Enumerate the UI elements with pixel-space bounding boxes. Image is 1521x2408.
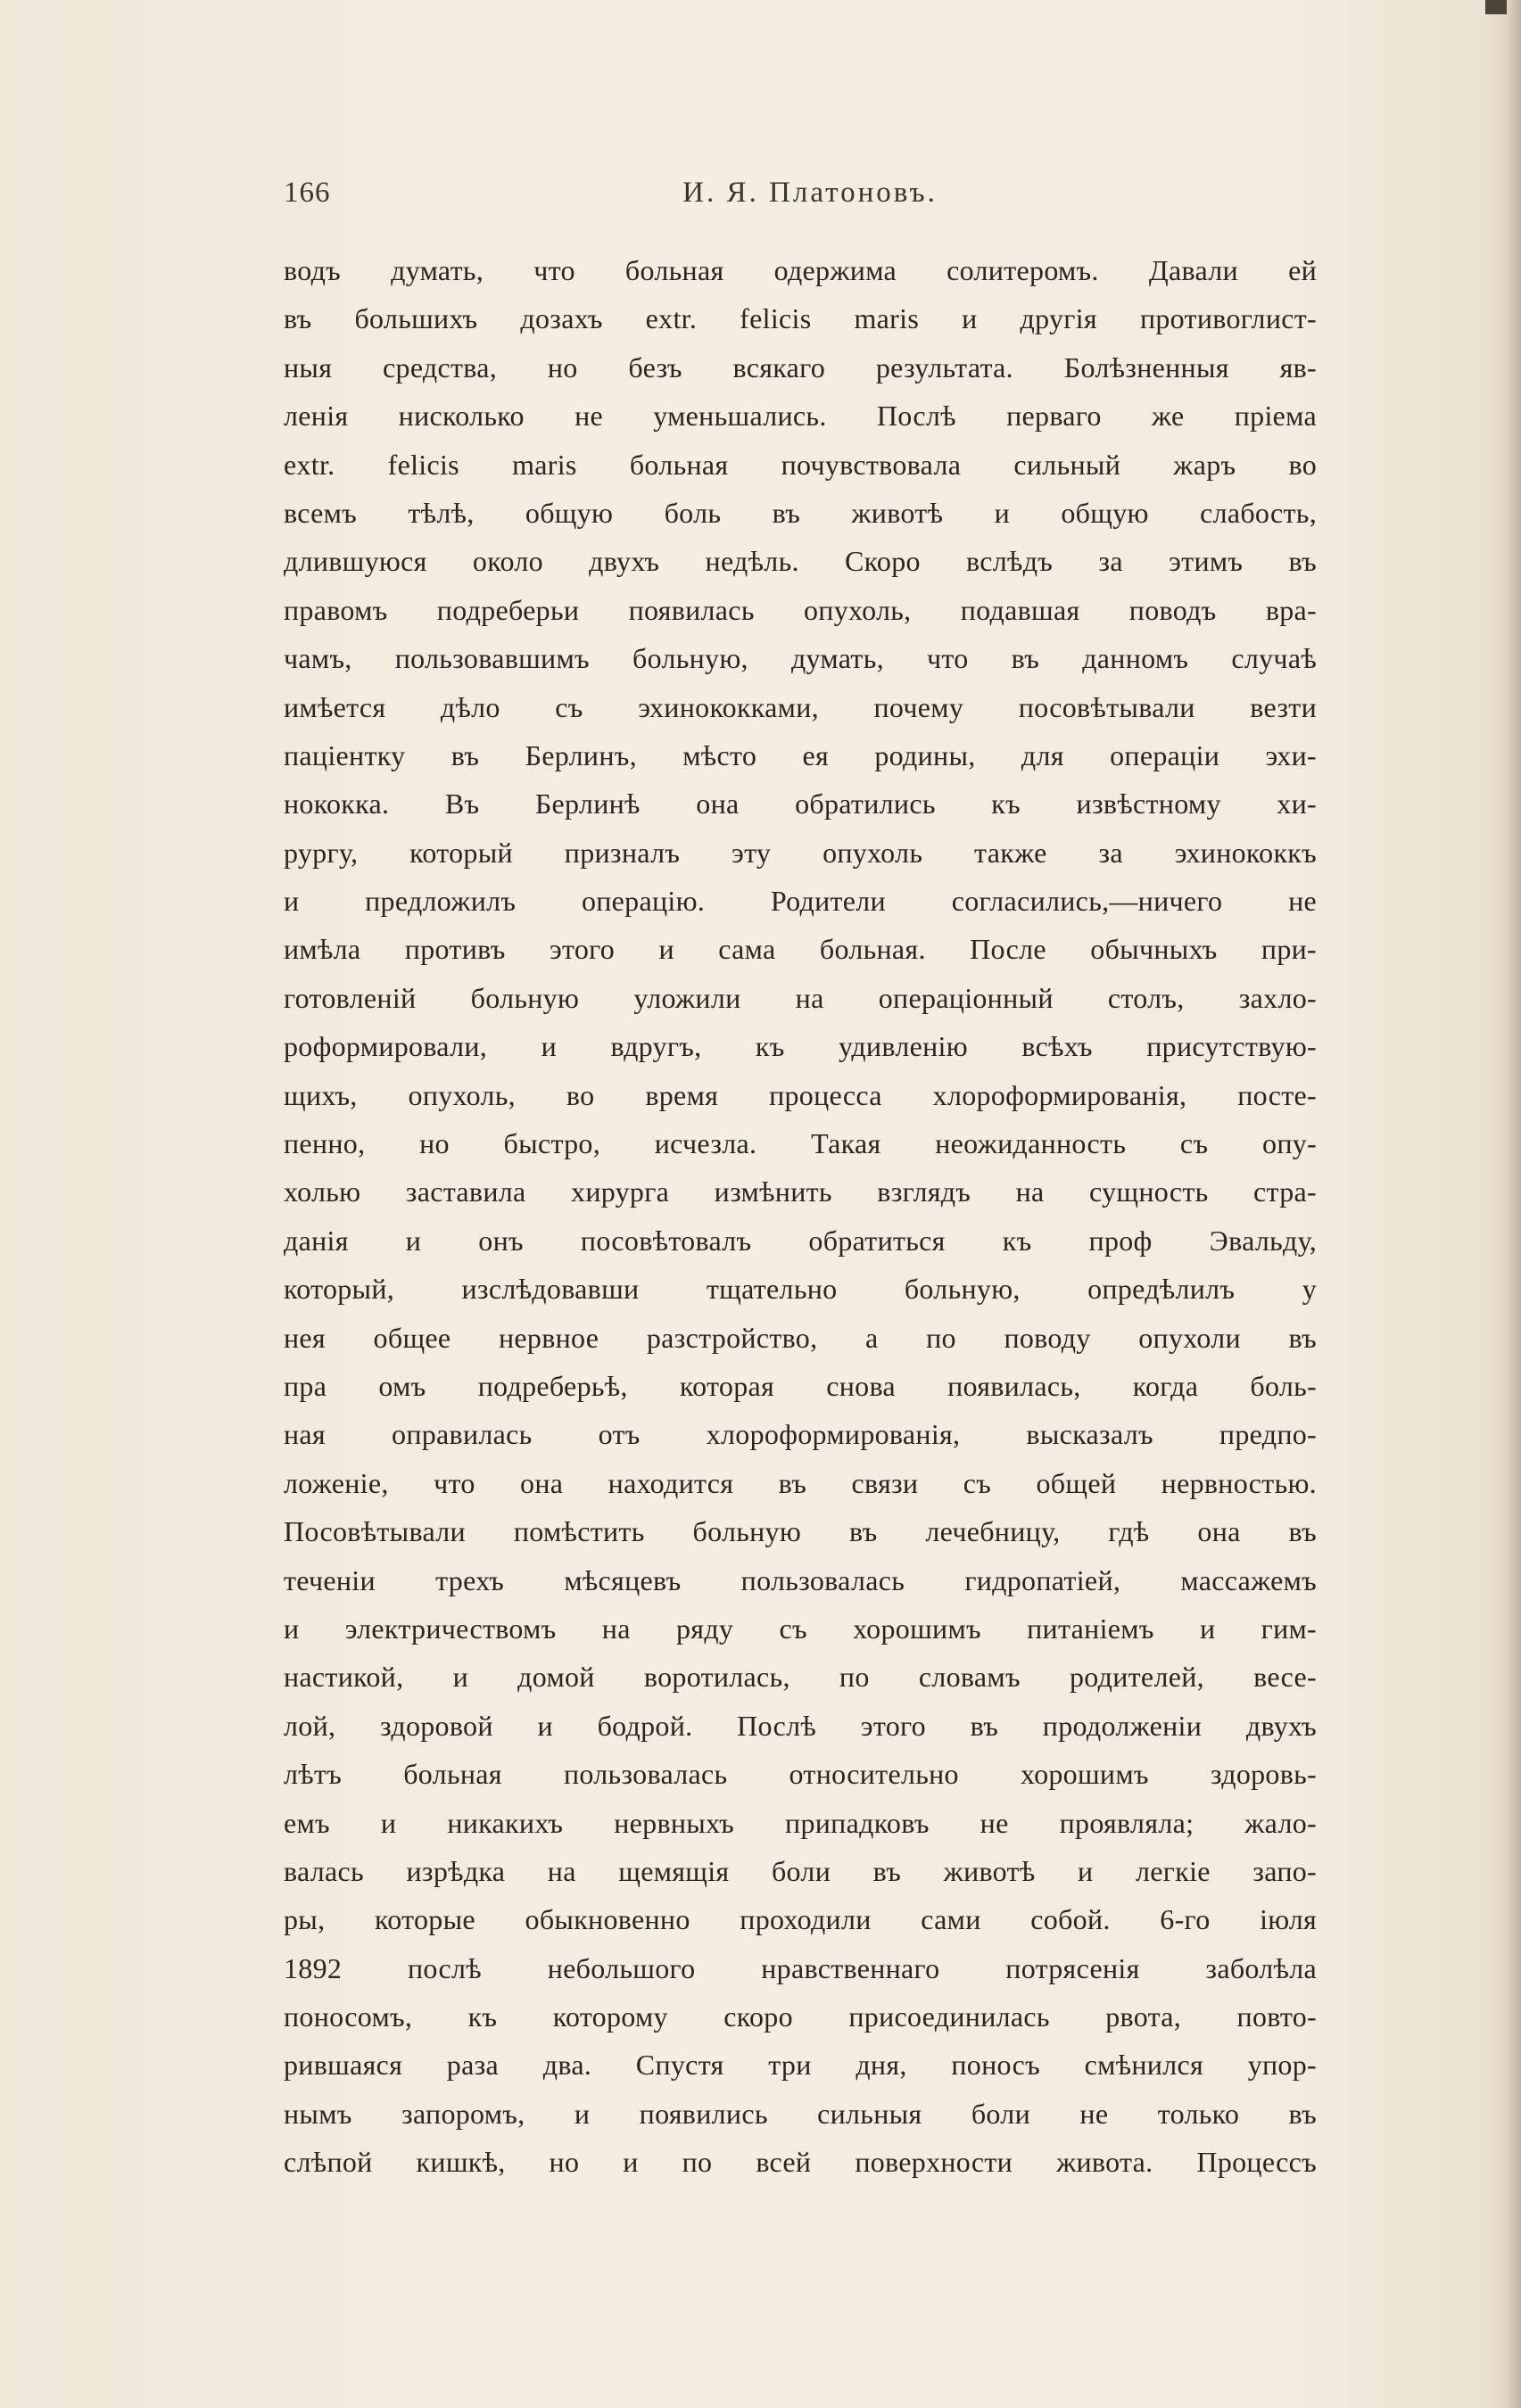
- text-line: нымъ запоромъ, и появились сильныя боли не только въ: [284, 2097, 1317, 2130]
- text-line: рившаяся раза два. Спустя три дня, поносъ смѣнился упор-: [284, 2049, 1317, 2082]
- text-line: нококка. Въ Берлинѣ она обратились къ извѣстному хи-: [284, 788, 1317, 821]
- text-line: теченіи трехъ мѣсяцевъ пользовалась гидропатіей, массажемъ: [284, 1563, 1317, 1596]
- text-line: и электричествомъ на ряду съ хорошимъ питаніемъ и гим-: [284, 1612, 1317, 1645]
- text-line: 1892 послѣ небольшого нравственнаго потрясенія заболѣла: [284, 1951, 1317, 1984]
- page-header: [284, 177, 1336, 216]
- text-line: пра омъ подреберьѣ, которая снова появилась, когда боль-: [284, 1369, 1317, 1402]
- text-line: имѣла противъ этого и сама больная. После обычныхъ при-: [284, 933, 1317, 966]
- text-line: имѣется дѣло съ эхинококками, почему посовѣтывали везти: [284, 690, 1317, 723]
- running-head: И. Я. Платоновъ.: [682, 177, 938, 209]
- text-line: поносомъ, къ которому скоро присоединилась рвота, повто-: [284, 2000, 1317, 2033]
- text-line: лой, здоровой и бодрой. Послѣ этого въ продолженіи двухъ: [284, 1709, 1317, 1742]
- text-line: холью заставила хирурга измѣнить взглядъ на сущность стра-: [284, 1175, 1317, 1208]
- text-line: водъ думать, что больная одержима солитеромъ. Давали ей: [284, 254, 1317, 286]
- text-line: емъ и никакихъ нервныхъ припадковъ не проявляла; жало-: [284, 1806, 1317, 1839]
- text-line: ленія нисколько не уменьшались. Послѣ перваго же пріема: [284, 400, 1317, 433]
- text-line: extr. felicis maris больная почувствовала сильный жаръ во: [284, 448, 1317, 481]
- text-line: пенно, но быстро, исчезла. Такая неожиданность съ опу-: [284, 1127, 1317, 1160]
- text-line: чамъ, пользовавшимъ больную, думать, что въ данномъ случаѣ: [284, 642, 1317, 675]
- text-line: въ большихъ дозахъ extr. felicis maris и другія противоглист-: [284, 302, 1317, 335]
- text-line: роформировали, и вдругъ, къ удивленію всѣхъ присутствую-: [284, 1030, 1317, 1063]
- text-line: длившуюся около двухъ недѣль. Скоро вслѣдъ за этимъ въ: [284, 545, 1317, 578]
- text-line: слѣпой кишкѣ, но и по всей поверхности живота. Процессъ: [284, 2146, 1317, 2179]
- text-line: ры, которые обыкновенно проходили сами собой. 6-го іюля: [284, 1903, 1317, 1936]
- text-line: готовленій больную уложили на операціонный столъ, захло-: [284, 981, 1317, 1014]
- text-line: рургу, который призналъ эту опухоль также за эхинококкъ: [284, 836, 1317, 869]
- text-line: валась изрѣдка на щемящія боли въ животѣ и легкіе запо-: [284, 1854, 1317, 1887]
- text-line: Посовѣтывали помѣстить больную въ лечебницу, гдѣ она въ: [284, 1515, 1317, 1548]
- text-line: ныя средства, но безъ всякаго результата. Болѣзненныя яв-: [284, 350, 1317, 383]
- body-text: [284, 246, 1317, 2187]
- text-line: ная оправилась отъ хлороформированія, высказалъ предпо-: [284, 1418, 1317, 1451]
- text-line: который, изслѣдовавши тщательно больную, опредѣлилъ у: [284, 1273, 1317, 1306]
- text-line: ложеніе, что она находится въ связи съ общей нервностью.: [284, 1466, 1317, 1499]
- text-line: всемъ тѣлѣ, общую боль въ животѣ и общую слабость,: [284, 496, 1317, 529]
- text-line: правомъ подреберьи появилась опухоль, подавшая поводъ вра-: [284, 593, 1317, 626]
- text-line: и предложилъ операцію. Родители согласились,—ничего не: [284, 885, 1317, 918]
- text-line: щихъ, опухоль, во время процесса хлороформированія, посте-: [284, 1078, 1317, 1111]
- text-line: данія и онъ посовѣтовалъ обратиться къ проф Эвальду,: [284, 1224, 1317, 1257]
- page-number: 166: [284, 177, 331, 209]
- text-line: паціентку въ Берлинъ, мѣсто ея родины, для операціи эхи-: [284, 738, 1317, 771]
- text-line: лѣтъ больная пользовалась относительно хорошимъ здоровь-: [284, 1758, 1317, 1791]
- text-line: настикой, и домой воротилась, по словамъ родителей, весе-: [284, 1661, 1317, 1694]
- text-line: нея общее нервное разстройство, а по поводу опухоли въ: [284, 1321, 1317, 1354]
- scan-edge-mark: [1485, 0, 1507, 14]
- page-edge-shadow: [1485, 0, 1521, 2408]
